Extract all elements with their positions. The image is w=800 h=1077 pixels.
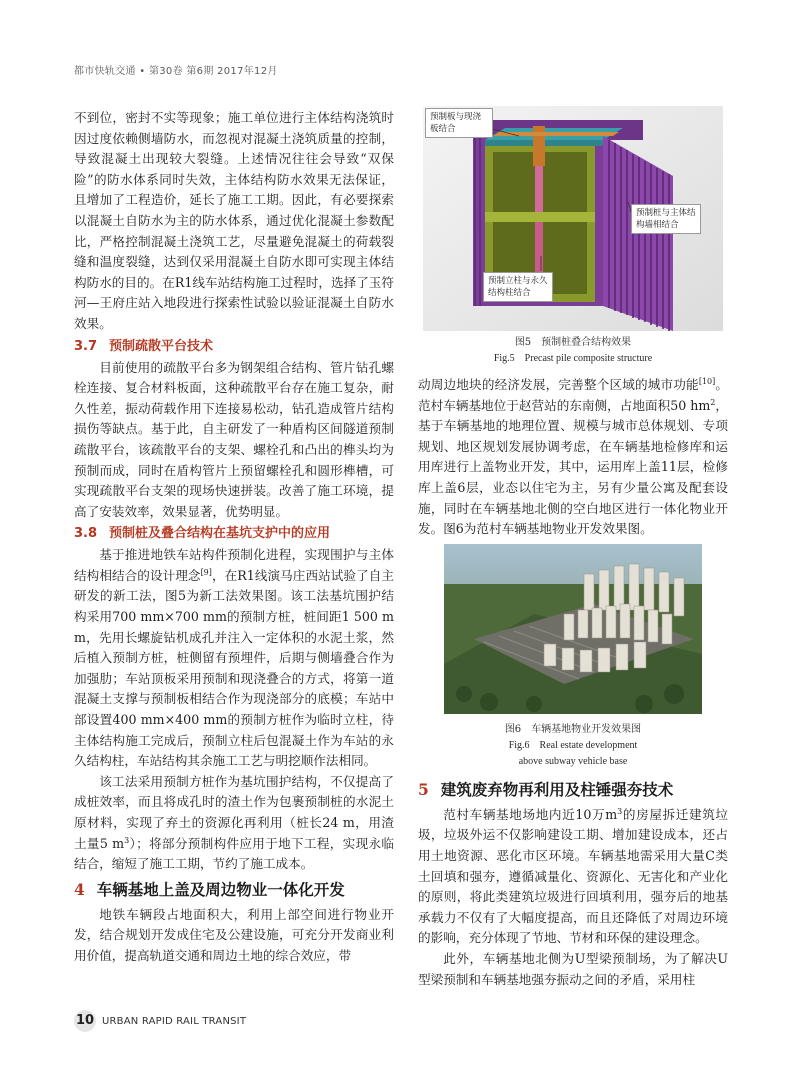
text-run: ，基于车辆基地的地理位置、规模与城市总体规划、专项规划、地区规划发展协调考虑，在车辆基地检修库和运用库进行上盖物业开发，其中，运用库上盖11层，检修库上盖6层，业态以住宅为主，另有少量公寓及配套设施，同时在车辆基地北侧的空白地区进行一体化物业开发。图6为范村车辆基地物业开发效果图。 xyxy=(418,397,728,537)
text-run: ，在R1线演马庄西站试验了自主研发的新工法，图5为新工法效果图。该工法基坑围护结构采用700 mm×700 mm的预制方桩，桩间距1 500 mm，先用长螺旋钻机成孔并注入一定体积的水泥土浆，然后植入预制方桩，桩侧留有预埋件，后期与侧墙叠合作为加强肋；车站顶板采用预制和现浇叠合的方式，将第一道混凝土支撑与预制板相结合作为现浇部分的底模；车站中部设置400 mm×400 mm的预制方桩作为临时立柱，待主体结构施工完成后，预制立柱后包混凝土作为车站的永久结构柱，车站结构其余施工工艺与明挖顺作法相同。 xyxy=(74,567,394,769)
callout-right: 预制桩与主体结构墙相结合 xyxy=(631,204,701,234)
figure-5 xyxy=(423,106,723,331)
section-heading-5 xyxy=(418,778,728,802)
text-run: 的房屋拆迁建筑垃圾，垃圾外运不仅影响建设工期、增加建设成本，还占用土地资源、恶化市区环境。车辆基地需采用大量C类土回填和强夯，遵循减量化、资源化、无害化和产业化的原则，将此类建筑垃圾进行回填利用，强夯后的地基承载力不仅有了大幅度提高，而且还降低了对周边环境的影响，充分体现了节地、节材和环保的建设理念。 xyxy=(418,806,729,946)
paragraph xyxy=(418,805,728,949)
subsection-heading-3-7 xyxy=(74,337,394,357)
superscript: 2 xyxy=(710,397,716,407)
figure-6-caption-cn: 图6 车辆基地物业开发效果图 xyxy=(504,723,642,735)
text-run: 动周边地块的经济发展，完善整个区域的城市功能 xyxy=(418,377,699,392)
paragraph: 不到位，密封不实等现象；施工单位进行主体结构浇筑时因过度依赖侧墙防水，而忽视对混凝土浇筑质量的控制，导致混凝土出现较大裂缝。上述情况往往会导致“双保险”的防水体系同时失效，主体结构防水效果无法保证，且增加了工程造价，延长了施工工期。因此，有必要探索以混凝土自防水为主的防水体系，通过优化混凝土参数配比，严格控制混凝土浇筑工艺，尽量避免混凝土的荷载裂缝和温度裂缝，达到仅采用混凝土自防水即可实现主体结构防水的目的。在R1线车站结构施工过程时，选择了玉符河—王府庄站入地段进行探索性试验以验证混凝土自防水效果。 xyxy=(74,110,394,331)
left-column xyxy=(74,108,394,967)
journal-name: URBAN RAPID RAIL TRANSIT xyxy=(102,1016,247,1027)
superscript: 3 xyxy=(124,835,130,845)
figure-6-caption-en-2: above subway vehicle base xyxy=(518,755,628,767)
figure-5-caption-en: Fig.5 Precast pile composite structure xyxy=(493,353,653,364)
text-run: 范村车辆基地场地内近10万m xyxy=(443,806,618,822)
text-run: 。范村车辆基地位于赵营站的东南侧，占地面积50 hm xyxy=(418,377,729,413)
running-head: 都市快轨交通 • 第30卷 第6期 2017年12月 xyxy=(74,66,278,77)
citation-ref[interactable]: [9] xyxy=(200,567,212,577)
figure-5-caption-cn: 图5 预制桩叠合结构效果 xyxy=(514,337,632,348)
paragraph xyxy=(74,772,394,875)
figure-6-caption-en-1: Fig.6 Real estate development xyxy=(508,739,638,751)
heading-title: 预制疏散平台技术 xyxy=(109,338,214,354)
callout-top: 预制板与现浇板结合 xyxy=(425,108,493,138)
citation-ref[interactable]: [10] xyxy=(698,376,716,386)
text-run: ）；将部分预制构件应用于地下工程，实现永临结合，缩短了施工工期，节约了施工成本。 xyxy=(74,835,394,872)
subsection-heading-3-8 xyxy=(74,524,394,544)
section-heading-4 xyxy=(74,878,394,902)
callout-bottom: 预制立柱与永久结构柱结合 xyxy=(483,272,553,302)
paragraph xyxy=(418,375,728,540)
page-number: 10 xyxy=(74,1010,96,1032)
text-run: 基于推进地铁车站构件预制化进程，实现围护与主体结构相结合的设计理念 xyxy=(74,547,394,583)
heading-number: 4 xyxy=(74,879,85,899)
heading-title: 预制桩及叠合结构在基坑支护中的应用 xyxy=(109,526,331,542)
vehicle-base-rendering xyxy=(444,544,702,714)
heading-number: 3.7 xyxy=(74,338,98,354)
paragraph xyxy=(74,545,394,772)
paragraph: 目前使用的疏散平台多为钢架组合结构、管片钻孔螺栓连接、复合材料板面，这种疏散平台存在施工复杂，耐久性差，振动荷载作用下连接易松动，钻孔造成管片结构损伤等缺点。基于此，自主研发了一种盾构区间隧道预制疏散平台，该疏散平台的支架、螺栓孔和凸出的榫头均为预制而成，同时在盾构管片上预留螺栓孔和圆形榫槽，可实现疏散平台支架的现场快速拼装。改善了施工环境，提高了安装效率，效果显著，优势明显。 xyxy=(74,359,394,519)
paragraph: 地铁车辆段占地面积大，利用上部空间进行物业开发，结合规划开发成住宅及公建设施，可充分开发商业利用价值，提高轨道交通和周边土地的综合效应，带 xyxy=(74,906,394,963)
superscript: 3 xyxy=(617,806,623,816)
heading-number: 3.8 xyxy=(74,526,98,542)
heading-title: 车辆基地上盖及周边物业一体化开发 xyxy=(96,879,345,899)
heading-number: 5 xyxy=(418,779,429,799)
right-column xyxy=(418,108,728,990)
figure-6 xyxy=(444,544,702,714)
paragraph: 此外，车辆基地北侧为U型梁预制场，为了解决U型梁预制和车辆基地强夯振动之间的矛盾，采用柱 xyxy=(418,950,728,987)
text-run: 该工法采用预制方桩作为基坑围护结构，不仅提高了成桩效率，而且将成孔时的渣土作为包裹预制桩的水泥土原材料，实现了弃土的资源化再利用（桩长24 m，用渣土量5 m xyxy=(74,773,394,851)
heading-title: 建筑废弃物再利用及柱锤强夯技术 xyxy=(440,779,674,799)
